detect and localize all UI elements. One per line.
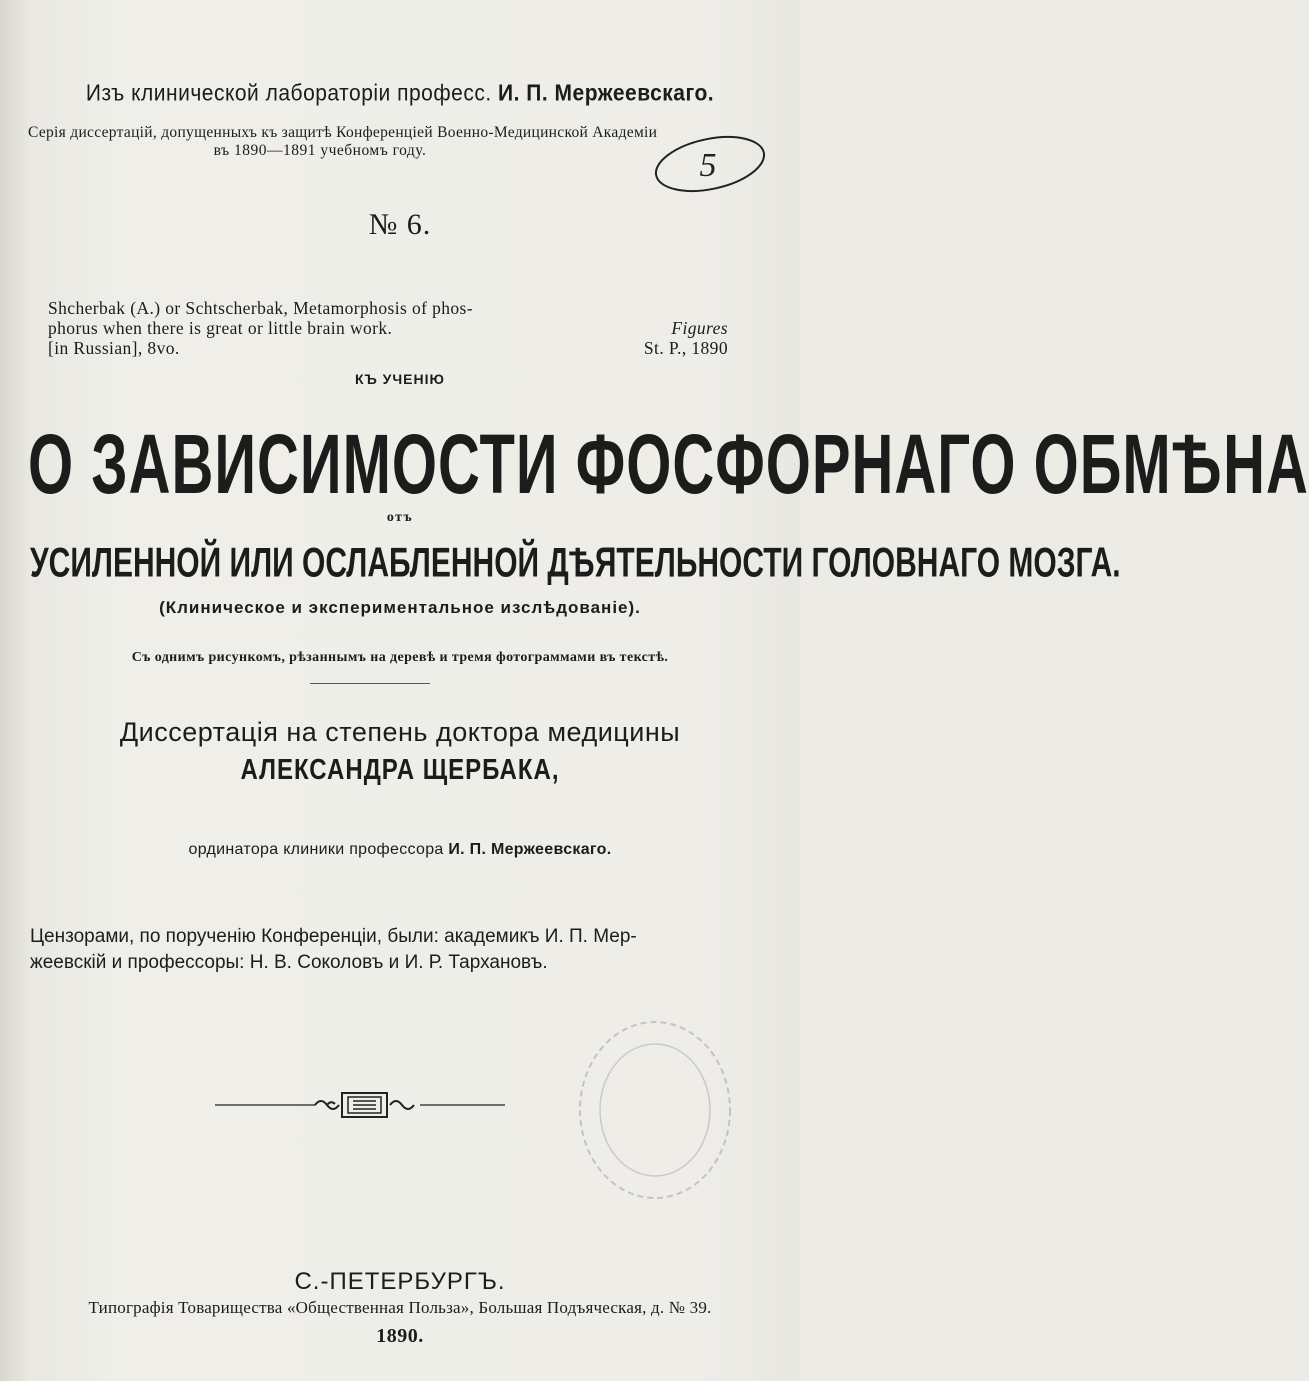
- english-summary: [48, 298, 728, 358]
- ornament-icon: [215, 1085, 515, 1125]
- lab-header: [0, 81, 800, 108]
- dissertation-line: Диссертація на степень доктора медицины: [119, 717, 681, 747]
- english-figures: Figures: [671, 318, 728, 338]
- english-line-1: Shcherbak (A.) or Schtscherbak, Metamorphosis of phos-: [48, 298, 473, 318]
- imprint-city: С.-ПЕТЕРБУРГЪ.: [294, 1268, 506, 1295]
- illustrations-note: Съ однимъ рисункомъ, рѣзаннымъ на деревѣ и тремя фотограммами въ текстѣ.: [131, 650, 669, 665]
- from-label: отъ: [386, 510, 414, 525]
- lab-header-name: И. П. Мержеевскаго.: [498, 80, 715, 107]
- author-position: [0, 841, 800, 859]
- english-line-2: phorus when there is great or little brain work.: [48, 318, 393, 338]
- issue-number: № 6.: [368, 208, 432, 241]
- sub-title: УСИЛЕННОЙ ИЛИ ОСЛАБЛЕННОЙ ДѢЯТЕЛЬНОСТИ ГОЛОВНАГО МОЗГА.: [30, 540, 1121, 587]
- number-stamp-icon: [650, 134, 768, 192]
- professor-name: И. П. Мержеевскаго.: [448, 841, 612, 858]
- study-nature: (Клиническое и экспериментальное изслѣдованіе).: [159, 598, 641, 617]
- censors-line-2: жеевскій и профессоры: Н. В. Соколовъ и И. Р. Тархановъ.: [30, 952, 548, 973]
- divider-rule: [310, 683, 430, 684]
- imprint-printer: Типографія Товарищества «Общественная Польза», Большая Подъяческая, д. № 39.: [88, 1298, 712, 1317]
- main-title: О ЗАВИСИМОСТИ ФОСФОРНАГО ОБМѢНА: [28, 417, 1309, 513]
- stamp-number: 5: [699, 147, 717, 184]
- lab-header-prefix: Изъ клинической лабораторіи професс.: [85, 80, 492, 107]
- to-study-label: КЪ УЧЕНІЮ: [355, 371, 445, 387]
- english-place-year: St. P., 1890: [643, 338, 728, 358]
- censors-line-1: Цензорами, по порученію Конференціи, были: академикъ И. П. Мер-: [30, 926, 637, 947]
- imprint-year: 1890.: [376, 1325, 424, 1347]
- censors-note: [30, 924, 775, 976]
- position-prefix: ординатора клиники профессора: [188, 841, 444, 858]
- author-name: АЛЕКСАНДРА ЩЕРБАКА,: [240, 754, 560, 787]
- english-line-3: [in Russian], 8vo.: [48, 338, 180, 358]
- academic-year: въ 1890—1891 учебномъ году.: [213, 142, 427, 159]
- library-stamp-icon: [560, 1010, 735, 1210]
- series-line: Серія диссертацій, допущенныхъ къ защитѣ Конференціей Военно-Медицинской Академіи: [28, 124, 658, 141]
